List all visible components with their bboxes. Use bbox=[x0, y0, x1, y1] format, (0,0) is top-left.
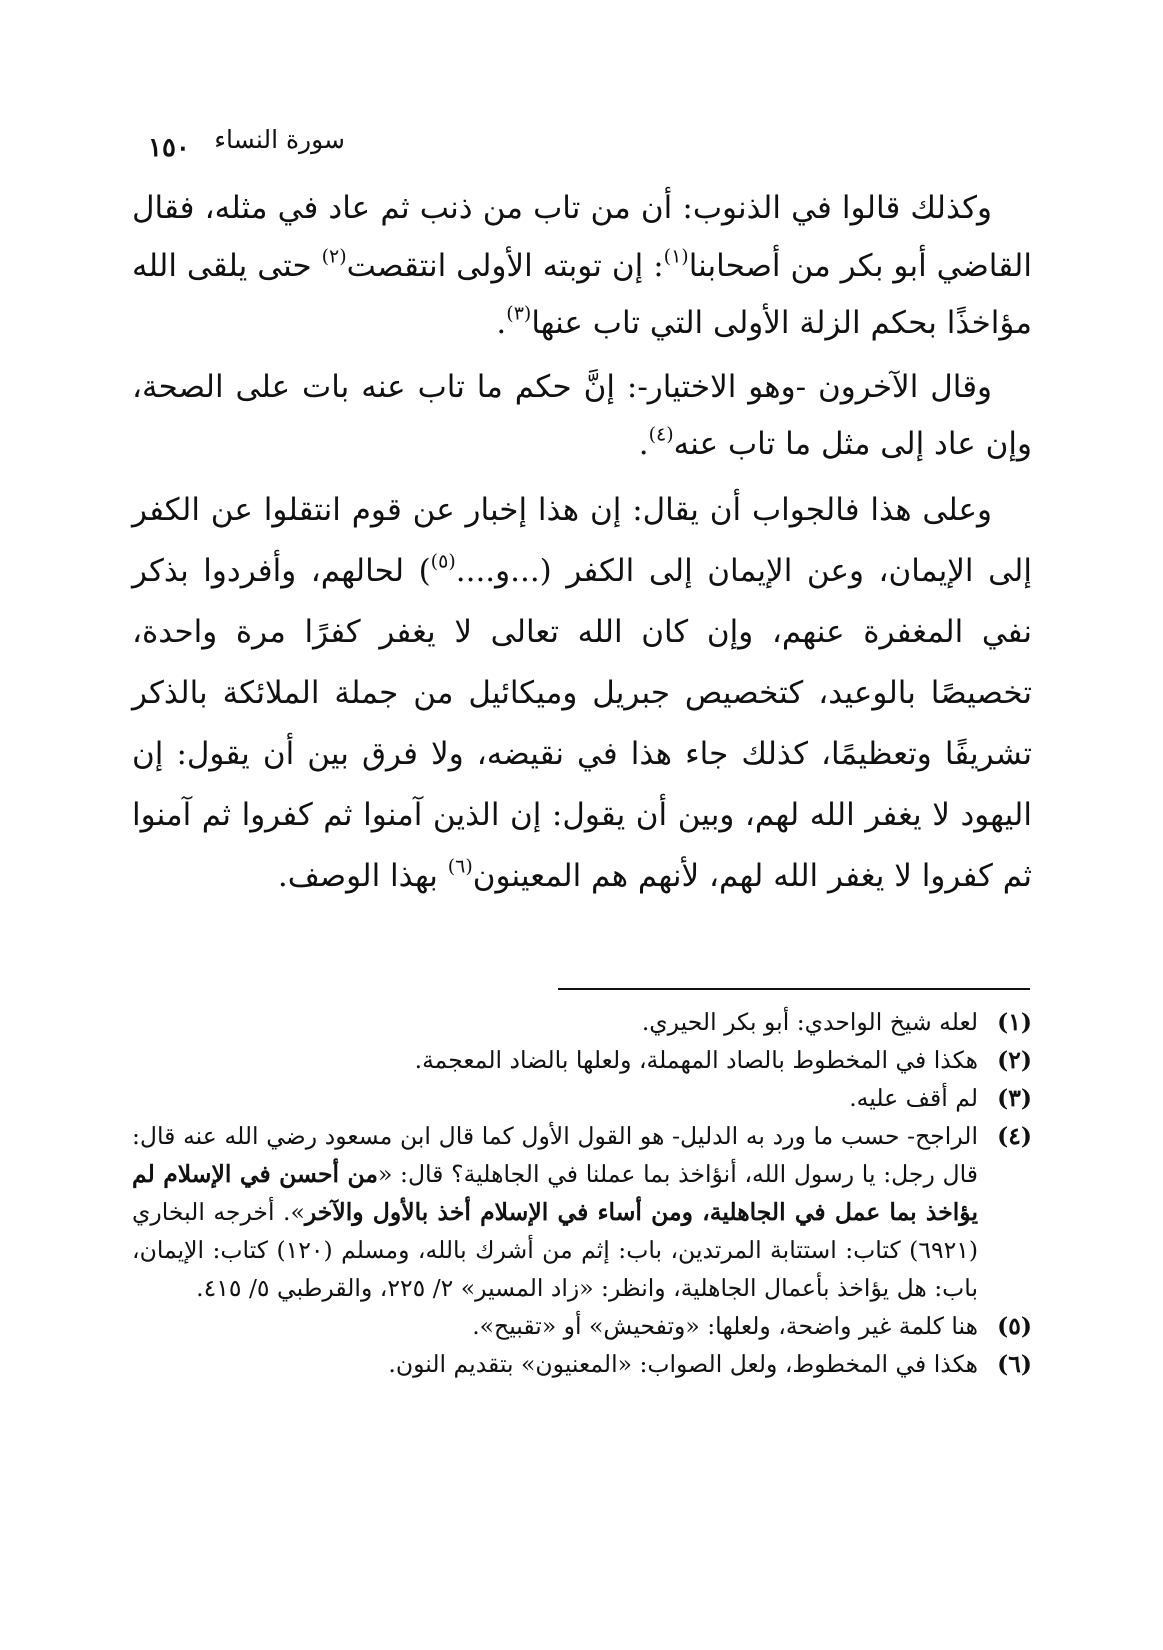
footnote-text: هكذا في المخطوط، ولعل الصواب: «المعنيون» بتقديم النون. bbox=[388, 1350, 978, 1378]
paragraph-1 bbox=[132, 180, 1032, 353]
footnote-ref-1[interactable]: (١) bbox=[663, 245, 689, 268]
footnote-1 bbox=[132, 1003, 1032, 1041]
footnote-text: لعله شيخ الواحدي: أبو بكر الحيري. bbox=[641, 1008, 978, 1036]
text-run: : إن توبته الأولى انتقصت bbox=[346, 247, 664, 284]
text-run: . bbox=[638, 426, 649, 462]
footnote-number: (٤) bbox=[997, 1122, 1032, 1150]
footnote-2 bbox=[132, 1041, 1032, 1079]
surah-title: سورة النساء bbox=[214, 125, 345, 154]
footnote-3 bbox=[132, 1079, 1032, 1117]
text-run: وكذلك قالوا في الذنوب: أن من تاب من ذنب ثم عاد في مثله، فقال القاضي أبو بكر من أصحابنا bbox=[132, 190, 1032, 284]
hadith-quote: من أحسن في الإسلام لم يؤاخذ بما عمل في الجاهلية، ومن أساء في الإسلام أخذ بالأول والآخر bbox=[132, 1160, 978, 1226]
footnote-number: (٥) bbox=[997, 1312, 1032, 1340]
paragraph-2 bbox=[132, 359, 1032, 474]
text-run: وقال الآخرون -وهو الاختيار-: إنَّ حكم ما تاب عنه بات على الصحة، وإن عاد إلى مثل ما تاب عنه bbox=[132, 368, 1032, 462]
footnote-number: (٦) bbox=[997, 1350, 1032, 1378]
paragraph-3 bbox=[132, 480, 1032, 907]
footnote-text: الراجح- حسب ما ورد به الدليل- هو القول الأول كما قال ابن مسعود رضي الله عنه قال: قال رجل: يا رسول الله، أنؤاخذ بما عملنا في الجاهلية؟ قال: « bbox=[132, 1122, 978, 1188]
footnote-ref-2[interactable]: (٢) bbox=[321, 245, 347, 268]
footnote-ref-4[interactable]: (٤) bbox=[648, 423, 674, 446]
footnote-ref-5[interactable]: (٥) bbox=[430, 550, 456, 573]
text-run: بهذا الوصف. bbox=[277, 857, 448, 894]
footnote-text: هنا كلمة غير واضحة، ولعلها: «وتفحيش» أو «تقبيح». bbox=[472, 1312, 978, 1340]
page-number: ١٥٠ bbox=[148, 133, 190, 163]
footnote-divider bbox=[558, 988, 1030, 990]
footnote-4 bbox=[132, 1117, 1032, 1307]
footnote-text: ». أخرجه البخاري (٦٩٢١) كتاب: استتابة المرتدين، باب: إثم من أشرك بالله، ومسلم (١٢٠) كتاب: الإيمان، باب: هل يؤاخذ بأعمال الجاهلية، وانظر: «زاد المسير» ٢/ ٢٢٥، والقرطبي ٥/ ٤١٥. bbox=[132, 1198, 978, 1302]
footnote-ref-3[interactable]: (٣) bbox=[506, 302, 532, 325]
text-run: حتى يلقى الله مؤاخذًا بحكم الزلة الأولى التي تاب عنها bbox=[132, 247, 1032, 341]
footnote-text: هكذا في المخطوط بالصاد المهملة، ولعلها بالضاد المعجمة. bbox=[414, 1046, 978, 1074]
main-text bbox=[132, 180, 1032, 907]
text-run: ) لحالهم، وأفردوا بذكر نفي المغفرة عنهم، وإن كان الله تعالى لا يغفر كفرًا مرة واحدة، تخصيصًا بالوعيد، كتخصيص جبريل وميكائيل من جملة الملائكة بالذكر تشريفًا وتعظيمًا، كذلك جاء هذا في نقيضه، ولا فرق بين أن يقول: إن اليهود لا يغفر الله لهم، وبين أن يقول: إن الذين آمنوا ثم كفروا ثم آمنوا ثم كفروا لا يغفر الله لهم، لأنهم هم المعينون bbox=[132, 552, 1032, 894]
footnote-number: (٣) bbox=[997, 1084, 1032, 1112]
footnote-number: (٢) bbox=[997, 1046, 1032, 1074]
footnote-5 bbox=[132, 1307, 1032, 1345]
footnote-ref-6[interactable]: (٦) bbox=[447, 855, 473, 878]
footnote-6 bbox=[132, 1345, 1032, 1383]
text-run: . bbox=[496, 305, 507, 341]
footnote-text: لم أقف عليه. bbox=[849, 1084, 978, 1112]
footnotes bbox=[132, 1003, 1032, 1383]
text-run: وعلى هذا فالجواب أن يقال: إن هذا إخبار عن قوم انتقلوا عن الكفر إلى الإيمان، وعن الإيمان إلى الكفر (...و.... bbox=[132, 491, 1032, 589]
footnote-number: (١) bbox=[997, 1008, 1032, 1036]
